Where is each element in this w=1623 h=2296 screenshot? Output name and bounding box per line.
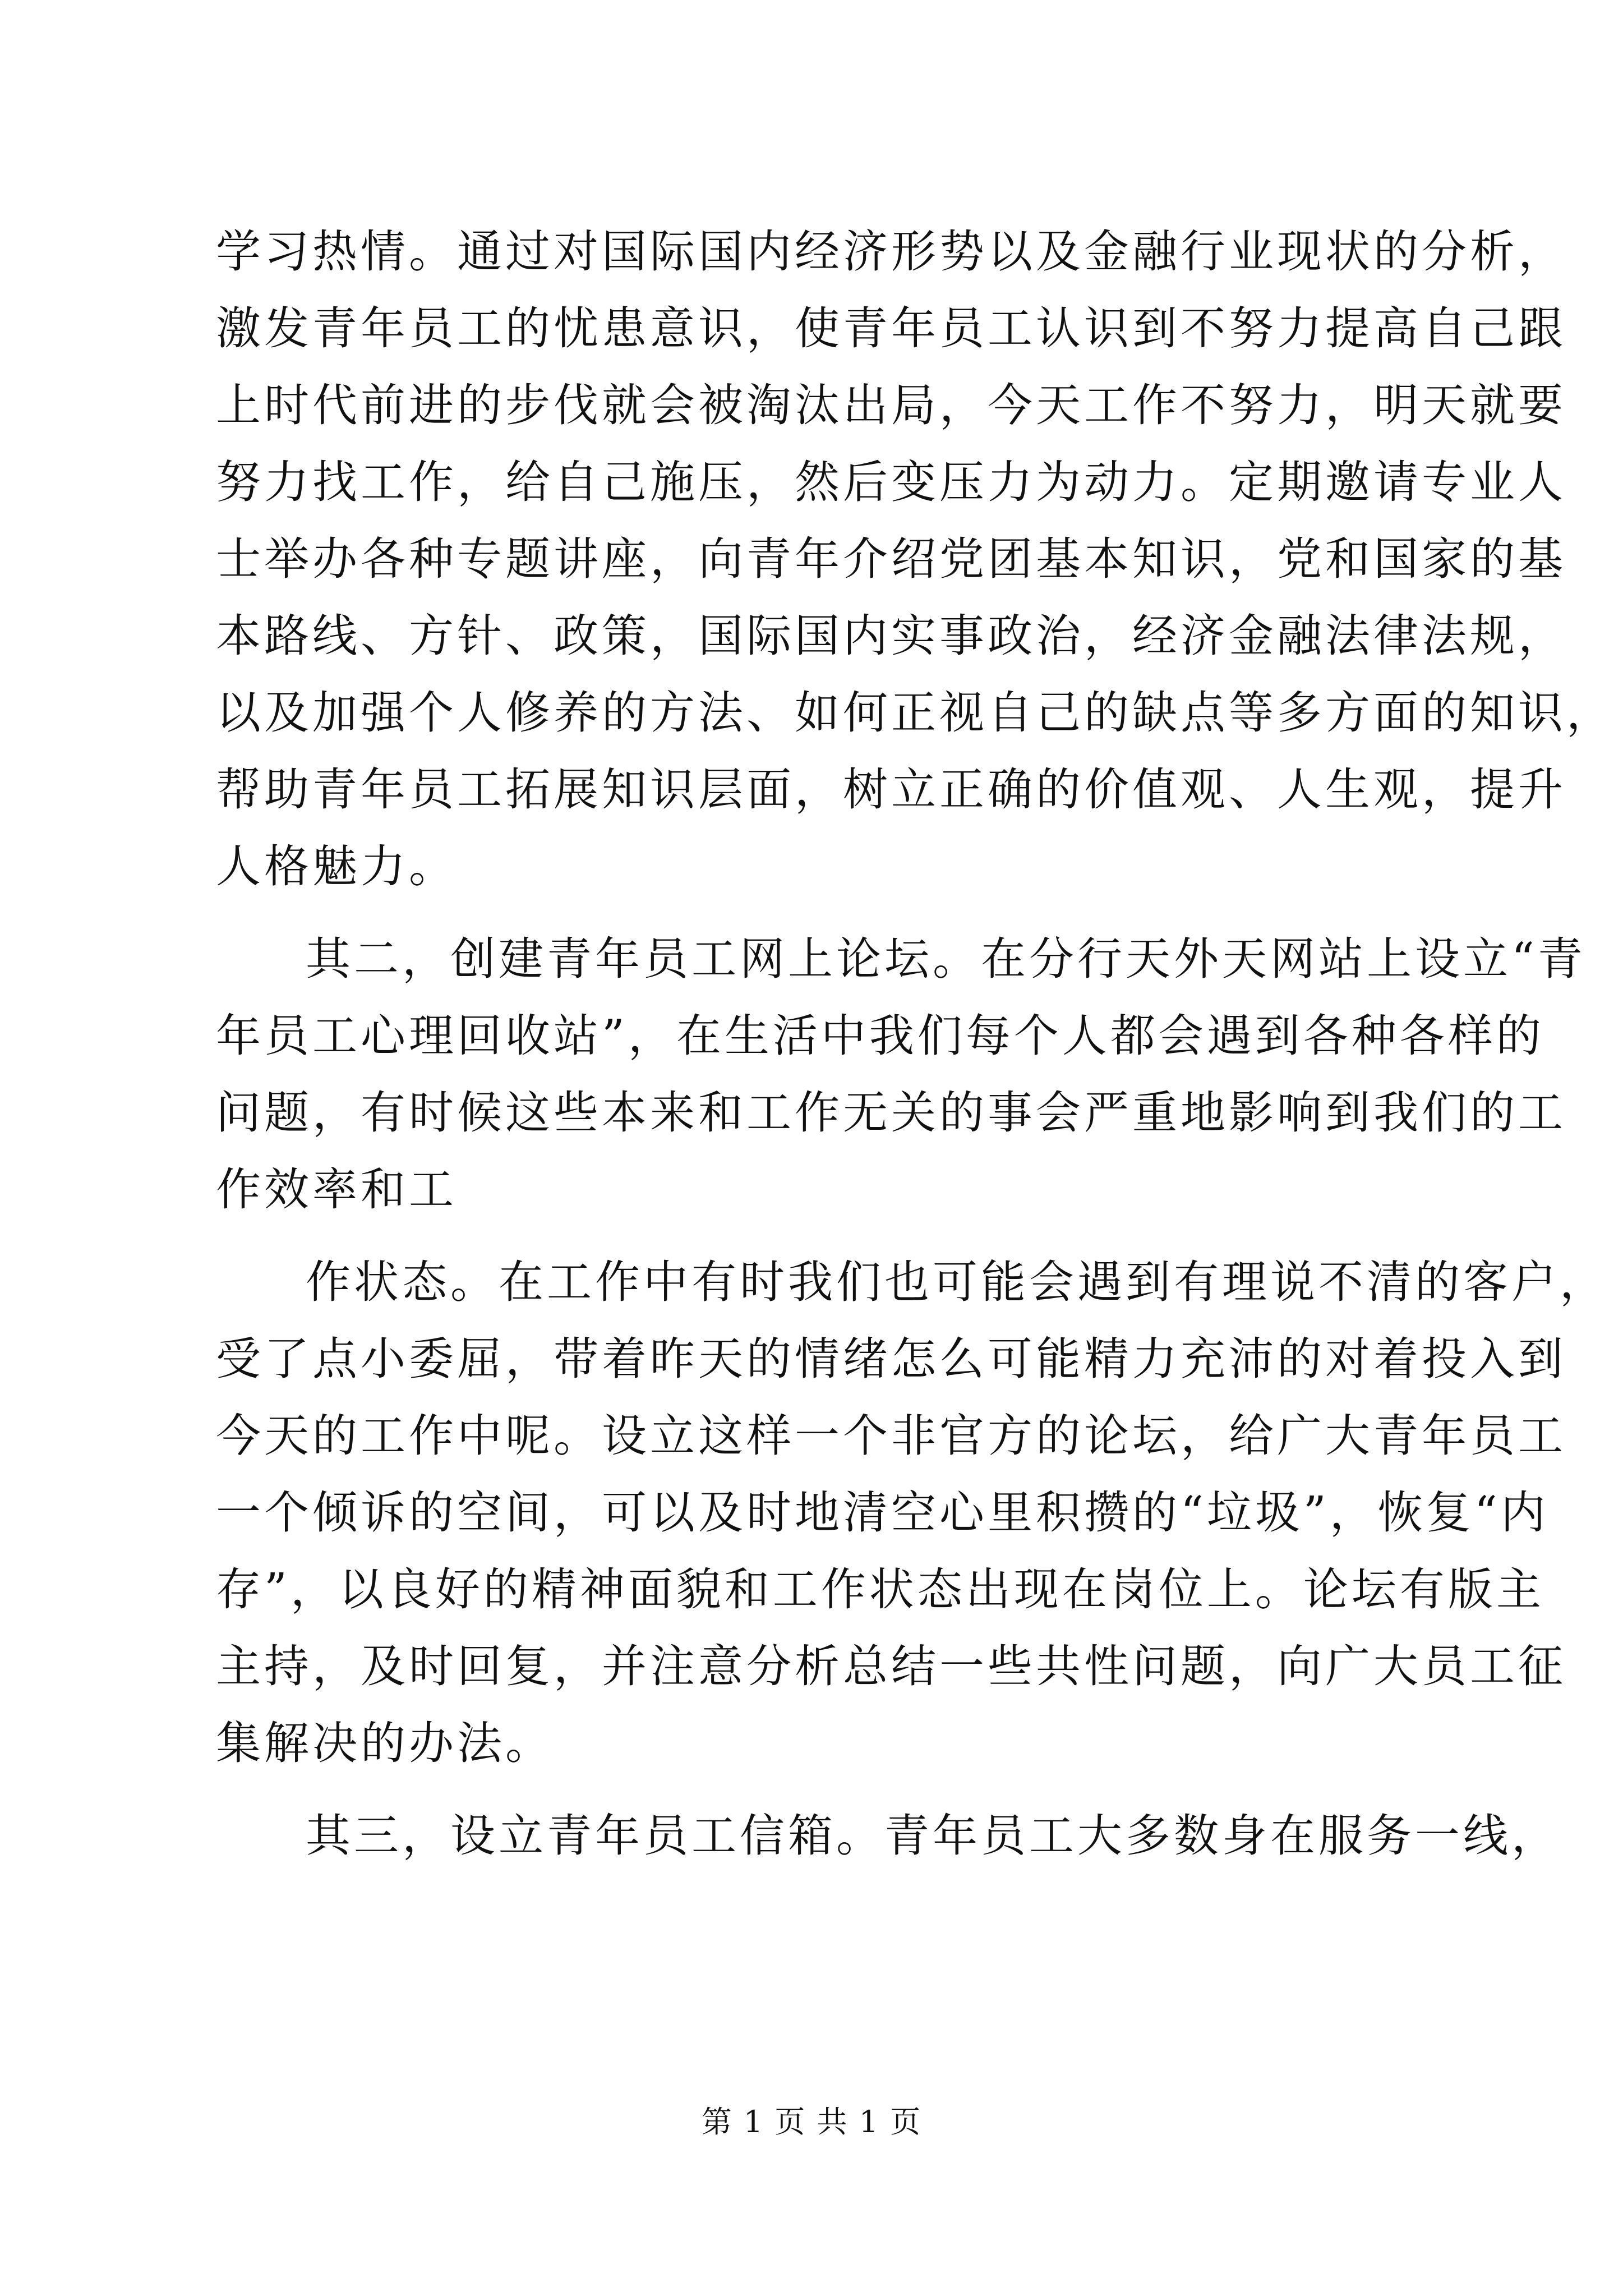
paragraph-first-line: 作状态。在工作中有时我们也可能会遇到有理说不清的客户， [306, 1256, 1608, 1308]
text-line: 努力找工作，给自己施压，然后变压力为动力。定期邀请专业人 [216, 456, 1566, 508]
text-line: 问题，有时候这些本来和工作无关的事会严重地影响到我们的工 [216, 1087, 1566, 1139]
text-line: 上时代前进的步伐就会被淘汰出局，今天工作不努力，明天就要 [216, 379, 1566, 431]
text-line: 集解决的办法。 [216, 1717, 554, 1769]
document-body [216, 213, 1615, 1874]
text-line: 帮助青年员工拓展知识层面，树立正确的价值观、人生观，提升 [216, 763, 1566, 816]
text-line: 主持，及时回复，并注意分析总结一些共性问题，向广大员工征 [216, 1640, 1566, 1692]
text-line: 年员工心理回收站”，在生活中我们每个人都会遇到各种各样的 [216, 1010, 1544, 1062]
text-line: 以及加强个人修养的方法、如何正视自己的缺点等多方面的知识， [216, 687, 1615, 739]
text-line: 学习热情。通过对国际国内经济形势以及金融行业现状的分析， [216, 226, 1566, 278]
text-line: 作效率和工 [216, 1163, 457, 1216]
text-line: 士举办各种专题讲座，向青年介绍党团基本知识，党和国家的基 [216, 533, 1566, 585]
text-line: 激发青年员工的忧患意识，使青年员工认识到不努力提高自己跟 [216, 302, 1566, 355]
text-line: 今天的工作中呢。设立这样一个非官方的论坛，给广大青年员工 [216, 1410, 1566, 1462]
page-number-footer: 第 1 页 共 1 页 [701, 2104, 922, 2139]
paragraph-first-line: 其二，创建青年员工网上论坛。在分行天外天网站上设立“青 [306, 933, 1586, 985]
text-line: 本路线、方针、政策，国际国内实事政治，经济金融法律法规， [216, 610, 1566, 662]
paragraph-first-line: 其三，设立青年员工信箱。青年员工大多数身在服务一线， [306, 1810, 1560, 1862]
text-line: 人格魅力。 [216, 840, 457, 892]
text-line: 一个倾诉的空间，可以及时地清空心里积攒的“垃圾”，恢复“内 [216, 1487, 1549, 1539]
text-line: 受了点小委屈，带着昨天的情绪怎么可能精力充沛的对着投入到 [216, 1333, 1566, 1385]
text-line: 存”，以良好的精神面貌和工作状态出现在岗位上。论坛有版主 [216, 1563, 1544, 1616]
